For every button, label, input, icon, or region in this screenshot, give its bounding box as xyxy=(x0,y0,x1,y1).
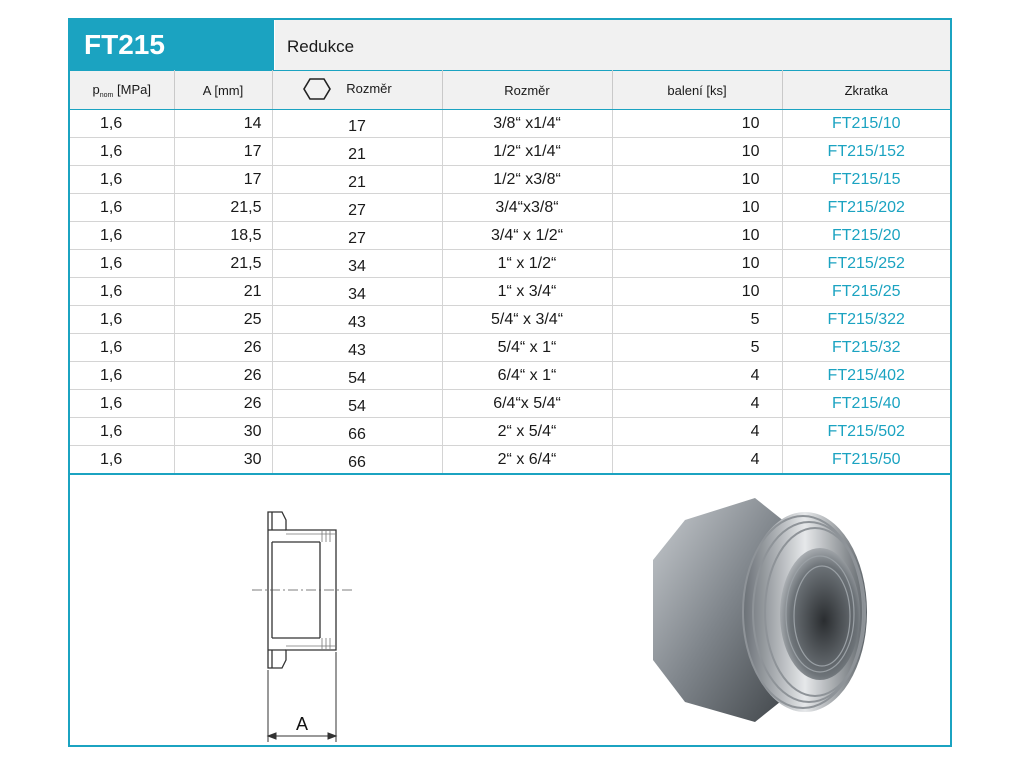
header-a: A [mm] xyxy=(174,71,272,110)
table-row xyxy=(70,110,950,138)
cell-code[interactable]: FT215/252 xyxy=(782,250,950,278)
header-hex-size: Rozměr xyxy=(272,71,442,110)
cell-thread-size: 2“ x 5/4“ xyxy=(442,418,612,446)
table-row xyxy=(70,222,950,250)
cell-package: 4 xyxy=(612,418,782,446)
cell-code[interactable]: FT215/322 xyxy=(782,306,950,334)
cell-a: 17 xyxy=(174,166,272,194)
header-package: balení [ks] xyxy=(612,71,782,110)
cell-code[interactable]: FT215/40 xyxy=(782,390,950,418)
cell-thread-size: 1“ x 3/4“ xyxy=(442,278,612,306)
cell-code[interactable]: FT215/402 xyxy=(782,362,950,390)
cell-a: 21,5 xyxy=(174,194,272,222)
cell-package: 10 xyxy=(612,278,782,306)
cell-pressure: 1,6 xyxy=(70,110,174,138)
cell-a: 26 xyxy=(174,334,272,362)
table-header-row xyxy=(70,71,950,110)
cell-hex-size: 54 xyxy=(272,390,442,418)
cell-code[interactable]: FT215/202 xyxy=(782,194,950,222)
cell-code[interactable]: FT215/50 xyxy=(782,446,950,475)
cell-hex-size: 43 xyxy=(272,306,442,334)
table-row xyxy=(70,278,950,306)
table-row xyxy=(70,362,950,390)
cell-code[interactable]: FT215/32 xyxy=(782,334,950,362)
cell-pressure: 1,6 xyxy=(70,306,174,334)
cell-hex-size: 66 xyxy=(272,446,442,475)
table-row xyxy=(70,250,950,278)
title-bar xyxy=(70,20,950,70)
cell-code[interactable]: FT215/502 xyxy=(782,418,950,446)
cell-code[interactable]: FT215/25 xyxy=(782,278,950,306)
header-thread-size: Rozměr xyxy=(442,71,612,110)
hexagon-icon xyxy=(302,77,332,101)
cell-package: 4 xyxy=(612,362,782,390)
cell-code[interactable]: FT215/152 xyxy=(782,138,950,166)
cell-thread-size: 3/4“x3/8“ xyxy=(442,194,612,222)
cell-thread-size: 6/4“x 5/4“ xyxy=(442,390,612,418)
table-row xyxy=(70,138,950,166)
cell-hex-size: 17 xyxy=(272,110,442,138)
cell-thread-size: 5/4“ x 3/4“ xyxy=(442,306,612,334)
cell-pressure: 1,6 xyxy=(70,446,174,475)
cell-a: 30 xyxy=(174,446,272,475)
cell-hex-size: 54 xyxy=(272,362,442,390)
cell-a: 21,5 xyxy=(174,250,272,278)
cell-thread-size: 3/8“ x1/4“ xyxy=(442,110,612,138)
cell-a: 26 xyxy=(174,390,272,418)
table-row xyxy=(70,418,950,446)
cell-hex-size: 34 xyxy=(272,278,442,306)
dimension-label: A xyxy=(295,714,309,734)
cell-hex-size: 21 xyxy=(272,166,442,194)
cell-package: 10 xyxy=(612,110,782,138)
cell-package: 5 xyxy=(612,306,782,334)
product-name: Redukce xyxy=(274,20,950,70)
cell-package: 10 xyxy=(612,222,782,250)
cell-thread-size: 1/2“ x3/8“ xyxy=(442,166,612,194)
cell-pressure: 1,6 xyxy=(70,362,174,390)
cell-pressure: 1,6 xyxy=(70,138,174,166)
cell-package: 10 xyxy=(612,138,782,166)
cell-a: 21 xyxy=(174,278,272,306)
product-code: FT215 xyxy=(70,20,274,70)
cell-package: 5 xyxy=(612,334,782,362)
product-sheet xyxy=(68,18,952,747)
cell-pressure: 1,6 xyxy=(70,222,174,250)
cell-a: 26 xyxy=(174,362,272,390)
cell-code[interactable]: FT215/10 xyxy=(782,110,950,138)
cell-thread-size: 5/4“ x 1“ xyxy=(442,334,612,362)
cell-a: 30 xyxy=(174,418,272,446)
cell-code[interactable]: FT215/15 xyxy=(782,166,950,194)
table-row xyxy=(70,446,950,475)
cell-a: 18,5 xyxy=(174,222,272,250)
cell-code[interactable]: FT215/20 xyxy=(782,222,950,250)
cell-hex-size: 43 xyxy=(272,334,442,362)
cell-a: 25 xyxy=(174,306,272,334)
cell-pressure: 1,6 xyxy=(70,278,174,306)
table-row xyxy=(70,334,950,362)
cell-package: 10 xyxy=(612,250,782,278)
table-row xyxy=(70,166,950,194)
cell-hex-size: 66 xyxy=(272,418,442,446)
cell-thread-size: 2“ x 6/4“ xyxy=(442,446,612,475)
spec-table xyxy=(70,70,950,475)
cell-thread-size: 3/4“ x 1/2“ xyxy=(442,222,612,250)
cell-hex-size: 27 xyxy=(272,194,442,222)
technical-drawing xyxy=(252,490,412,745)
cell-package: 10 xyxy=(612,194,782,222)
cell-thread-size: 1“ x 1/2“ xyxy=(442,250,612,278)
table-row xyxy=(70,306,950,334)
cell-pressure: 1,6 xyxy=(70,194,174,222)
cell-hex-size: 34 xyxy=(272,250,442,278)
table-row xyxy=(70,390,950,418)
cell-thread-size: 6/4“ x 1“ xyxy=(442,362,612,390)
cell-a: 14 xyxy=(174,110,272,138)
cell-pressure: 1,6 xyxy=(70,250,174,278)
cell-package: 4 xyxy=(612,446,782,475)
cell-package: 4 xyxy=(612,390,782,418)
cell-hex-size: 27 xyxy=(272,222,442,250)
cell-a: 17 xyxy=(174,138,272,166)
cell-pressure: 1,6 xyxy=(70,418,174,446)
header-pressure: $p_{nom}$ [MPa] xyxy=(70,71,174,110)
cell-pressure: 1,6 xyxy=(70,334,174,362)
header-code: Zkratka xyxy=(782,71,950,110)
cell-thread-size: 1/2“ x1/4“ xyxy=(442,138,612,166)
cell-pressure: 1,6 xyxy=(70,390,174,418)
product-photo xyxy=(645,490,875,730)
table-row xyxy=(70,194,950,222)
cell-pressure: 1,6 xyxy=(70,166,174,194)
cell-package: 10 xyxy=(612,166,782,194)
cell-hex-size: 21 xyxy=(272,138,442,166)
